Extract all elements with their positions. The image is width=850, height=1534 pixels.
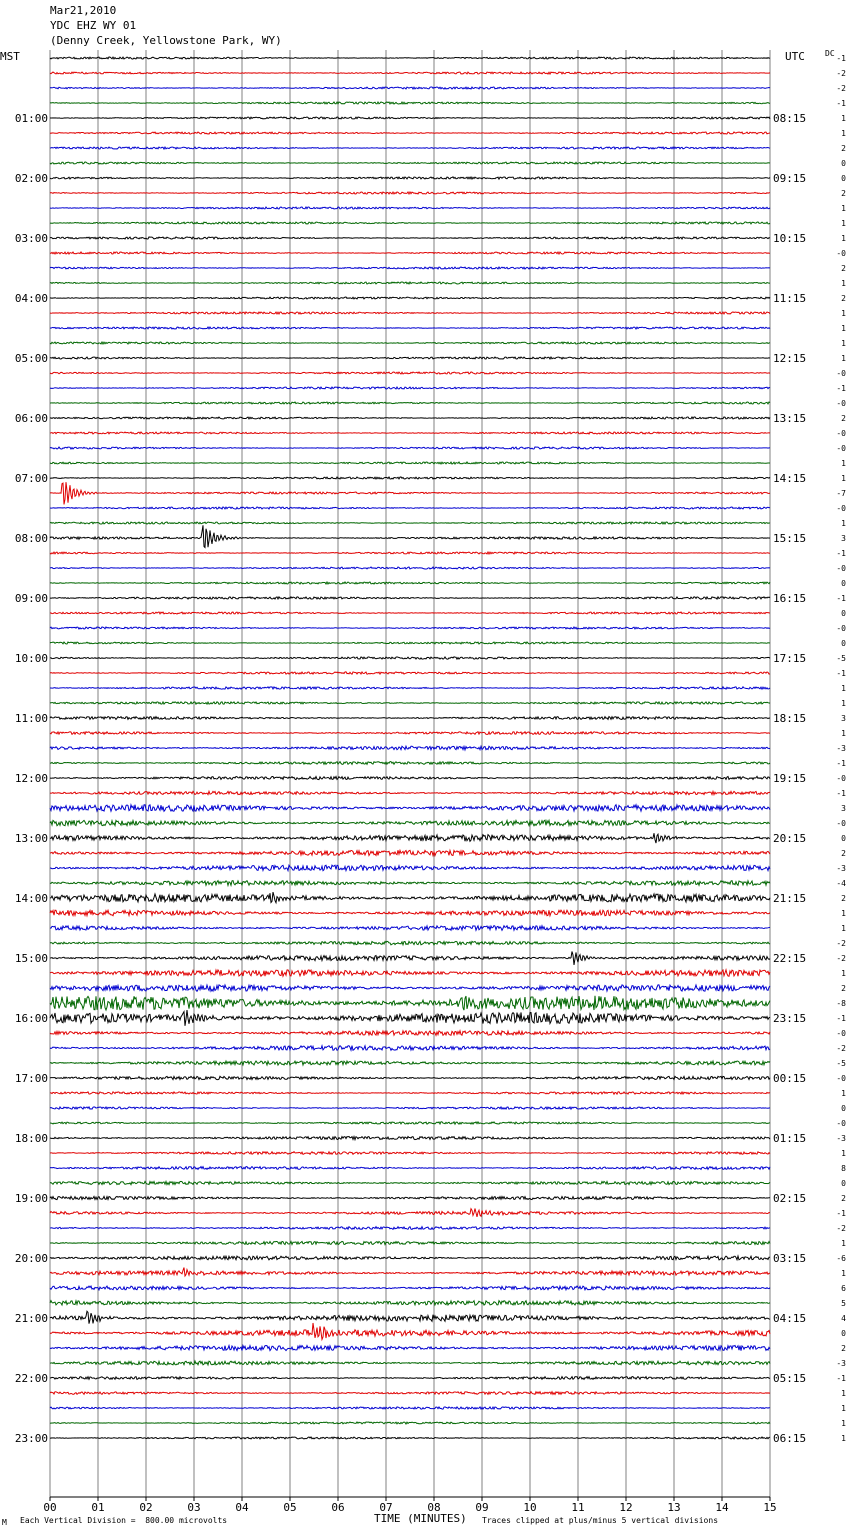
x-tick-label: 11 [571,1501,585,1514]
dc-offset-label: -0 [836,1029,846,1038]
trace-row-46 [50,746,770,750]
trace-row-65 [50,1031,770,1036]
trace-row-71 [50,1122,770,1124]
mst-hour-label: 16:00 [14,1012,48,1025]
dc-offset-label: -4 [836,879,846,888]
dc-offset-label: 3 [841,804,846,813]
chart-location: (Denny Creek, Yellowstone Park, WY) [50,34,282,47]
trace-row-35 [50,582,770,584]
utc-hour-label: 06:15 [773,1432,807,1445]
dc-offset-label: 1 [841,1149,846,1158]
dc-offset-label: 2 [841,144,846,153]
mst-hour-label: 01:00 [14,112,48,125]
dc-offset-label: 1 [841,339,846,348]
mst-hour-label: 17:00 [14,1072,48,1085]
trace-row-50 [50,805,770,812]
trace-row-85 [50,1323,770,1339]
trace-row-6 [50,147,770,149]
dc-offset-label: -1 [836,1209,846,1218]
dc-offset-label: -3 [836,744,846,753]
trace-row-75 [50,1181,770,1184]
dc-offset-label: 0 [841,1179,846,1188]
dc-offset-label: -0 [836,504,846,513]
trace-row-0 [50,57,770,59]
x-tick-label: 02 [139,1501,153,1514]
trace-row-80 [50,1256,770,1260]
trace-row-91 [50,1422,770,1424]
mst-hour-label: 14:00 [14,892,48,905]
mst-hour-label: 19:00 [14,1192,48,1205]
x-tick-label: 00 [43,1501,57,1514]
trace-row-23 [50,402,770,404]
axis-labels [15,54,846,1514]
dc-offset-label: 1 [841,324,846,333]
dc-offset-label: -0 [836,444,846,453]
dc-offset-label: -0 [836,369,846,378]
utc-hour-label: 10:15 [773,232,807,245]
trace-row-29 [50,482,770,504]
x-tick-label: 09 [475,1501,489,1514]
trace-row-43 [50,702,770,704]
dc-offset-label: -1 [836,669,846,678]
dc-offset-label: 1 [841,219,846,228]
utc-hour-label: 23:15 [773,1012,807,1025]
utc-hour-label: 03:15 [773,1252,807,1265]
trace-row-4 [50,117,770,119]
dc-offset-label: -2 [836,69,846,78]
dc-offset-label: 1 [841,309,846,318]
dc-offset-label: 0 [841,174,846,183]
dc-offset-label: 1 [841,204,846,213]
utc-hour-label: 08:15 [773,112,807,125]
dc-offset-label: 1 [841,114,846,123]
utc-hour-label: 05:15 [773,1372,807,1385]
trace-row-47 [50,762,770,765]
trace-row-78 [50,1227,770,1230]
mst-axis-title: MST [0,50,20,63]
trace-row-7 [50,162,770,164]
mst-hour-label: 20:00 [14,1252,48,1265]
utc-axis-title: UTC [785,50,805,63]
dc-offset-label: -0 [836,624,846,633]
dc-offset-label: 4 [841,1314,846,1323]
mst-hour-label: 21:00 [14,1312,48,1325]
corner-mark: M [2,1518,7,1527]
trace-row-5 [50,132,770,134]
mst-hour-label: 06:00 [14,412,48,425]
dc-offset-label: 2 [841,849,846,858]
x-tick-label: 12 [619,1501,633,1514]
dc-offset-label: 1 [841,729,846,738]
dc-offset-label: -2 [836,1044,846,1053]
mst-hour-label: 13:00 [14,832,48,845]
x-tick-label: 15 [763,1501,777,1514]
dc-offset-label: 1 [841,129,846,138]
mst-hour-label: 12:00 [14,772,48,785]
trace-row-36 [50,597,770,599]
mst-hour-label: 05:00 [14,352,48,365]
utc-hour-label: 14:15 [773,472,807,485]
trace-row-34 [50,567,770,569]
dc-offset-label: -0 [836,429,846,438]
chart-date: Mar21,2010 [50,4,117,17]
dc-column-title: DC [825,49,835,58]
trace-row-52 [50,833,770,843]
trace-row-10 [50,207,770,209]
chart-station: YDC EHZ WY 01 [50,19,137,32]
trace-row-30 [50,507,770,509]
trace-row-84 [50,1311,770,1323]
dc-offset-label: 0 [841,609,846,618]
trace-row-72 [50,1136,770,1139]
dc-offset-label: -1 [836,1014,846,1023]
dc-offset-label: 1 [841,1269,846,1278]
x-tick-label: 06 [331,1501,345,1514]
dc-offset-label: -1 [836,54,846,63]
trace-row-38 [50,627,770,629]
trace-row-92 [50,1437,770,1439]
dc-offset-label: 1 [841,1419,846,1428]
trace-row-61 [50,970,770,976]
trace-row-88 [50,1377,770,1380]
trace-lines [50,57,770,1439]
utc-hour-label: 04:15 [773,1312,807,1325]
dc-offset-label: -6 [836,1254,846,1263]
trace-row-63 [50,996,770,1010]
mst-hour-label: 04:00 [14,292,48,305]
dc-offset-label: 0 [841,159,846,168]
dc-offset-label: -1 [836,594,846,603]
trace-row-89 [50,1392,770,1395]
mst-hour-label: 02:00 [14,172,48,185]
trace-row-69 [50,1092,770,1094]
trace-row-60 [50,951,770,964]
dc-offset-label: -3 [836,1359,846,1368]
trace-row-24 [50,417,770,419]
mst-hour-label: 10:00 [14,652,48,665]
x-axis-title: TIME (MINUTES) [374,1512,467,1525]
utc-hour-label: 18:15 [773,712,807,725]
mst-hour-label: 09:00 [14,592,48,605]
dc-offset-label: -5 [836,654,846,663]
trace-row-55 [50,881,770,886]
trace-row-17 [50,312,770,314]
trace-row-27 [50,462,770,464]
trace-row-8 [50,177,770,179]
trace-row-40 [50,657,770,659]
utc-hour-label: 00:15 [773,1072,807,1085]
dc-offset-label: 0 [841,834,846,843]
mst-hour-label: 08:00 [14,532,48,545]
trace-row-77 [50,1209,770,1217]
trace-row-26 [50,447,770,449]
trace-row-59 [50,941,770,945]
dc-offset-label: -0 [836,774,846,783]
trace-row-73 [50,1152,770,1155]
trace-row-58 [50,926,770,931]
dc-offset-label: -1 [836,1374,846,1383]
utc-hour-label: 22:15 [773,952,807,965]
dc-offset-label: 2 [841,264,846,273]
trace-row-31 [50,522,770,524]
trace-row-86 [50,1345,770,1350]
mst-hour-label: 15:00 [14,952,48,965]
trace-row-37 [50,612,770,614]
trace-row-57 [50,910,770,916]
utc-hour-label: 09:15 [773,172,807,185]
dc-offset-label: 2 [841,189,846,198]
trace-row-25 [50,432,770,434]
trace-row-67 [50,1061,770,1065]
x-tick-label: 13 [667,1501,681,1514]
trace-row-44 [50,717,770,720]
dc-offset-label: 1 [841,279,846,288]
trace-row-81 [50,1268,770,1276]
trace-row-54 [50,865,770,870]
trace-row-11 [50,222,770,224]
trace-row-1 [50,72,770,74]
trace-row-49 [50,791,770,794]
mst-hour-label: 03:00 [14,232,48,245]
trace-row-16 [50,297,770,299]
trace-row-64 [50,1010,770,1026]
trace-row-20 [50,357,770,359]
clip-note: Traces clipped at plus/minus 5 vertical divisions [482,1516,719,1525]
dc-offset-label: -5 [836,1059,846,1068]
dc-offset-label: 1 [841,1434,846,1443]
utc-hour-label: 16:15 [773,592,807,605]
trace-row-74 [50,1167,770,1170]
dc-offset-label: 1 [841,354,846,363]
utc-hour-label: 11:15 [773,292,807,305]
trace-row-41 [50,672,770,674]
trace-row-90 [50,1407,770,1409]
x-tick-label: 14 [715,1501,729,1514]
utc-hour-label: 01:15 [773,1132,807,1145]
trace-row-2 [50,87,770,89]
dc-offset-label: 1 [841,519,846,528]
dc-offset-label: -0 [836,564,846,573]
mst-hour-label: 07:00 [14,472,48,485]
dc-offset-label: 2 [841,414,846,423]
dc-offset-label: -8 [836,999,846,1008]
dc-offset-label: 3 [841,534,846,543]
x-tick-label: 10 [523,1501,537,1514]
x-tick-label: 03 [187,1501,201,1514]
trace-row-56 [50,892,770,903]
utc-hour-label: 19:15 [773,772,807,785]
utc-hour-label: 12:15 [773,352,807,365]
dc-offset-label: 2 [841,294,846,303]
trace-row-82 [50,1286,770,1290]
dc-offset-label: -2 [836,1224,846,1233]
x-tick-label: 01 [91,1501,105,1514]
dc-offset-label: 0 [841,579,846,588]
trace-row-76 [50,1196,770,1199]
scale-note: Each Vertical Division = 800.00 microvolts [20,1516,228,1525]
dc-offset-label: 3 [841,714,846,723]
dc-offset-label: 0 [841,1104,846,1113]
mst-hour-label: 22:00 [14,1372,48,1385]
dc-offset-label: 1 [841,969,846,978]
x-tick-label: 07 [379,1501,393,1514]
dc-offset-label: -0 [836,1074,846,1083]
dc-offset-label: -2 [836,954,846,963]
trace-row-53 [50,850,770,855]
trace-row-28 [50,477,770,479]
trace-row-13 [50,252,770,254]
x-tick-label: 08 [427,1501,441,1514]
dc-offset-label: 0 [841,1329,846,1338]
trace-row-15 [50,282,770,284]
trace-row-48 [50,776,770,779]
trace-row-79 [50,1241,770,1244]
trace-row-68 [50,1076,770,1079]
dc-offset-label: 8 [841,1164,846,1173]
dc-offset-label: 1 [841,924,846,933]
dc-offset-label: 2 [841,984,846,993]
dc-offset-label: 0 [841,639,846,648]
dc-offset-label: 1 [841,1089,846,1098]
trace-row-62 [50,985,770,991]
trace-row-51 [50,820,770,826]
dc-offset-label: 2 [841,894,846,903]
utc-hour-label: 13:15 [773,412,807,425]
dc-offset-label: -1 [836,99,846,108]
dc-offset-label: -2 [836,939,846,948]
dc-offset-label: 1 [841,699,846,708]
mst-hour-label: 18:00 [14,1132,48,1145]
trace-row-12 [50,237,770,239]
trace-row-33 [50,552,770,554]
dc-offset-label: -0 [836,819,846,828]
dc-offset-label: -0 [836,1119,846,1128]
dc-offset-label: -0 [836,249,846,258]
dc-offset-label: 1 [841,684,846,693]
dc-offset-label: -1 [836,384,846,393]
dc-offset-label: -0 [836,399,846,408]
dc-offset-label: -1 [836,759,846,768]
utc-hour-label: 20:15 [773,832,807,845]
dc-offset-label: -3 [836,1134,846,1143]
utc-hour-label: 21:15 [773,892,807,905]
trace-row-83 [50,1301,770,1305]
dc-offset-label: 1 [841,474,846,483]
dc-offset-label: -2 [836,84,846,93]
utc-hour-label: 17:15 [773,652,807,665]
trace-row-22 [50,387,770,389]
dc-offset-label: 1 [841,1239,846,1248]
trace-row-42 [50,687,770,689]
dc-offset-label: 1 [841,234,846,243]
dc-offset-label: 6 [841,1284,846,1293]
utc-hour-label: 02:15 [773,1192,807,1205]
trace-row-87 [50,1361,770,1365]
trace-row-19 [50,342,770,344]
dc-offset-label: 2 [841,1344,846,1353]
trace-row-21 [50,372,770,374]
dc-offset-label: 2 [841,1194,846,1203]
dc-offset-label: 1 [841,459,846,468]
trace-row-45 [50,732,770,735]
dc-offset-label: 5 [841,1299,846,1308]
dc-offset-label: -1 [836,549,846,558]
trace-row-9 [50,192,770,194]
trace-row-18 [50,327,770,329]
utc-hour-label: 15:15 [773,532,807,545]
mst-hour-label: 11:00 [14,712,48,725]
trace-row-3 [50,102,770,104]
dc-offset-label: 1 [841,909,846,918]
x-tick-label: 04 [235,1501,249,1514]
dc-offset-label: -3 [836,864,846,873]
dc-offset-label: -7 [836,489,846,498]
mst-hour-label: 23:00 [14,1432,48,1445]
trace-row-70 [50,1107,770,1109]
x-tick-label: 05 [283,1501,297,1514]
dc-offset-label: 1 [841,1404,846,1413]
trace-row-32 [50,525,770,547]
dc-offset-label: 1 [841,1389,846,1398]
trace-row-66 [50,1046,770,1051]
trace-row-39 [50,642,770,644]
dc-offset-label: -1 [836,789,846,798]
trace-row-14 [50,267,770,269]
